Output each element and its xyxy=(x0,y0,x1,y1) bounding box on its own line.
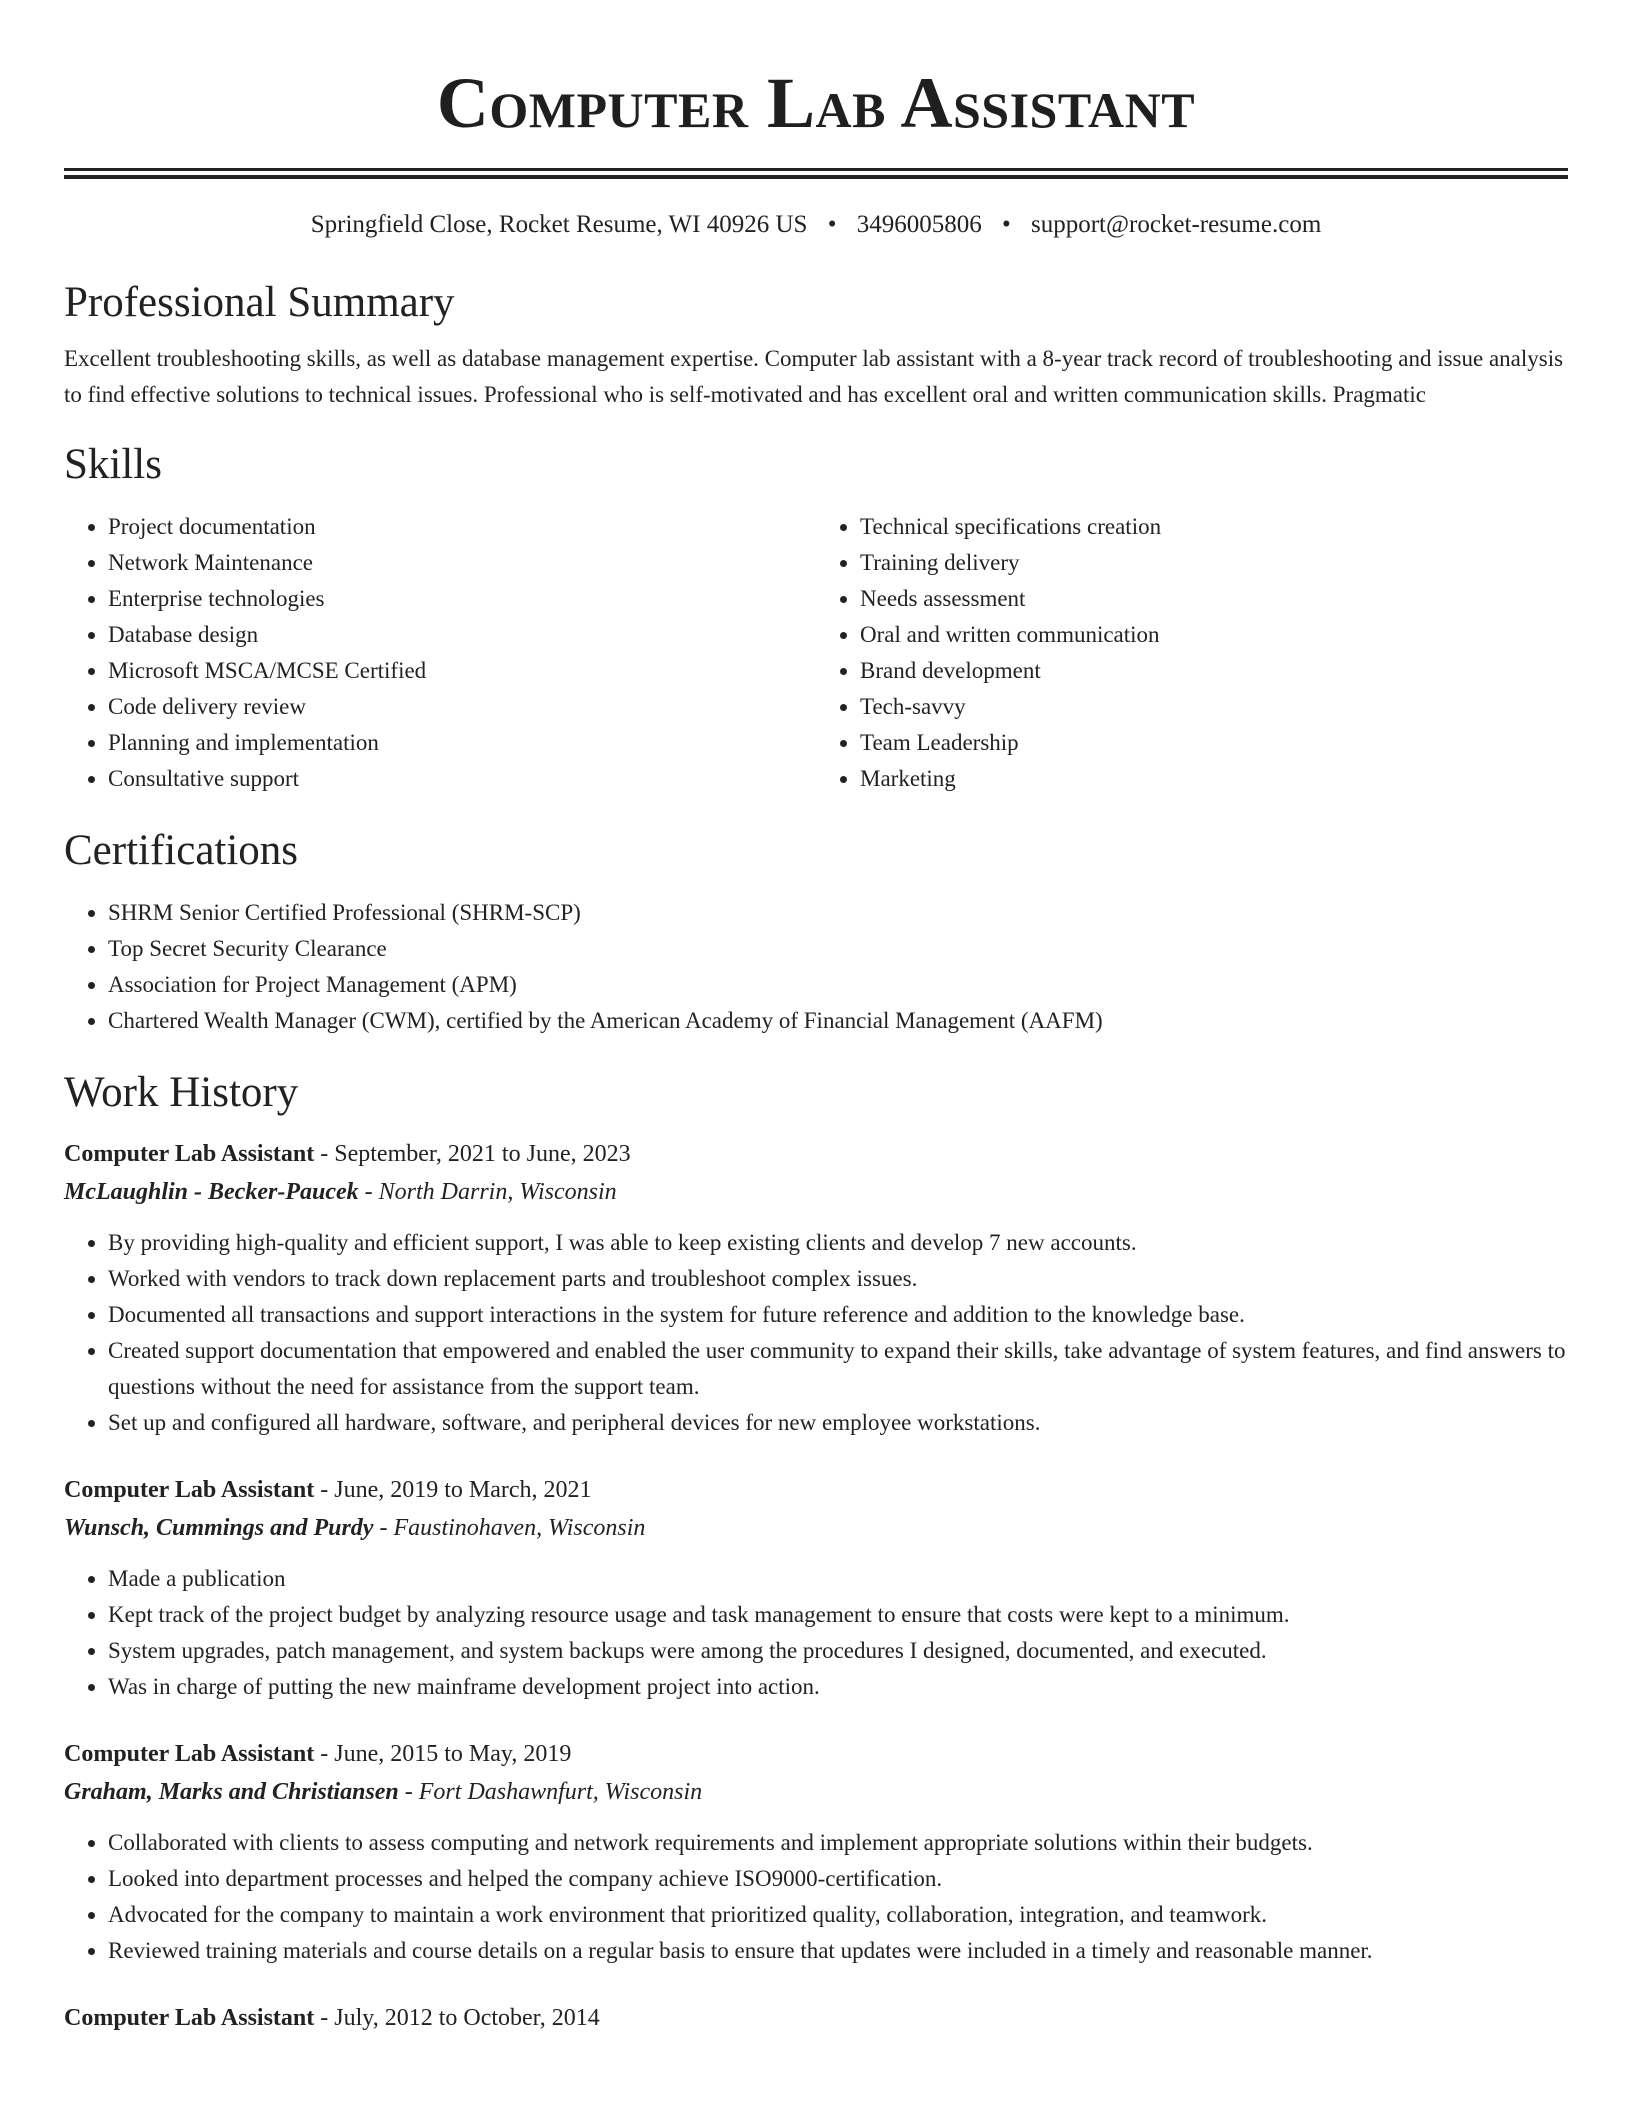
skill-item: • Database design xyxy=(108,617,816,653)
job-location: - Faustinohaven, Wisconsin xyxy=(373,1515,646,1541)
job-bullets xyxy=(64,1825,1568,1969)
job-bullet: • Collaborated with clients to assess computing and network requirements and implement appropriate solutions within their budgets. xyxy=(108,1825,1568,1861)
certification-item: • SHRM Senior Certified Professional (SHRM-SCP) xyxy=(108,895,1568,931)
summary-heading: Professional Summary xyxy=(64,279,455,326)
skill-item: • Needs assessment xyxy=(860,581,1568,617)
skill-item: • Consultative support xyxy=(108,761,816,797)
skill-item: • Project documentation xyxy=(108,509,816,545)
skill-item: • Training delivery xyxy=(860,545,1568,581)
contact-line xyxy=(64,209,1568,241)
resume-title: Computer Lab Assistant xyxy=(436,63,1196,143)
job-title: Computer Lab Assistant xyxy=(64,1477,315,1503)
job-bullet: • System upgrades, patch management, and system backups were among the procedures I designed, documented, and executed. xyxy=(108,1633,1568,1669)
job-bullet: • Created support documentation that empowered and enabled the user community to expand their skills, take advantage of system features, and find answers to questions without the need for assistance from the support team. xyxy=(108,1333,1568,1405)
skills-right-list xyxy=(816,509,1568,797)
certification-item: • Chartered Wealth Manager (CWM), certified by the American Academy of Financial Management (AAFM) xyxy=(108,1003,1568,1039)
skills-columns xyxy=(64,509,1568,797)
summary-text: Excellent troubleshooting skills, as well as database management expertise. Computer lab assistant with a 8-year track record of troubleshooting and issue analysis to find effective solutions to technical issues. Professional who is self-motivated and has excellent oral and written communication skills. Pragmatic xyxy=(64,346,1564,407)
job-bullet: • Made a publication xyxy=(108,1561,1568,1597)
job-bullet: • Reviewed training materials and course details on a regular basis to ensure that updates were included in a timely and reasonable manner. xyxy=(108,1933,1568,1969)
work-history-heading: Work History xyxy=(64,1069,299,1116)
job-entry xyxy=(64,1999,1568,2037)
skill-item: • Brand development xyxy=(860,653,1568,689)
job-entry xyxy=(64,1471,1568,1705)
job-title: Computer Lab Assistant xyxy=(64,1741,315,1767)
skill-item: • Team Leadership xyxy=(860,725,1568,761)
job-title-line xyxy=(64,1471,1568,1509)
skill-item: • Planning and implementation xyxy=(108,725,816,761)
contact-email: support@rocket-resume.com xyxy=(1030,211,1322,238)
job-company-line xyxy=(64,1509,1568,1547)
job-location: - Fort Dashawnfurt, Wisconsin xyxy=(398,1779,703,1805)
skills-left-list xyxy=(64,509,816,797)
resume-page xyxy=(64,0,1568,2037)
skill-item: • Oral and written communication xyxy=(860,617,1568,653)
contact-separator: • xyxy=(827,211,837,238)
job-bullet: • Worked with vendors to track down replacement parts and troubleshoot complex issues. xyxy=(108,1261,1568,1297)
job-company-line xyxy=(64,1773,1568,1811)
contact-address: Springfield Close, Rocket Resume, WI 40926 US xyxy=(310,211,808,238)
job-dates: - July, 2012 to October, 2014 xyxy=(314,2005,600,2031)
job-bullet: • By providing high-quality and efficient support, I was able to keep existing clients and develop 7 new accounts. xyxy=(108,1225,1568,1261)
job-bullet: • Kept track of the project budget by analyzing resource usage and task management to ensure that costs were kept to a minimum. xyxy=(108,1597,1568,1633)
job-entry xyxy=(64,1135,1568,1441)
contact-separator: • xyxy=(1001,211,1011,238)
skill-item: • Technical specifications creation xyxy=(860,509,1568,545)
skill-item: • Network Maintenance xyxy=(108,545,816,581)
job-bullet: • Set up and configured all hardware, software, and peripheral devices for new employee workstations. xyxy=(108,1405,1568,1441)
skill-item: • Enterprise technologies xyxy=(108,581,816,617)
job-company: McLaughlin - Becker-Paucek xyxy=(64,1179,359,1205)
skill-item: • Microsoft MSCA/MCSE Certified xyxy=(108,653,816,689)
job-title: Computer Lab Assistant xyxy=(64,2005,315,2031)
job-title-line xyxy=(64,1999,1568,2037)
job-title-line xyxy=(64,1135,1568,1173)
contact-phone: 3496005806 xyxy=(856,211,982,238)
job-location: - North Darrin, Wisconsin xyxy=(358,1179,617,1205)
job-entry xyxy=(64,1735,1568,1969)
job-bullet: • Was in charge of putting the new mainframe development project into action. xyxy=(108,1669,1568,1705)
title-divider xyxy=(64,168,1568,179)
job-company-line xyxy=(64,1173,1568,1211)
job-title-line xyxy=(64,1735,1568,1773)
skill-item: • Code delivery review xyxy=(108,689,816,725)
job-company: Graham, Marks and Christiansen xyxy=(64,1779,399,1805)
skill-item: • Tech-savvy xyxy=(860,689,1568,725)
job-title: Computer Lab Assistant xyxy=(64,1141,315,1167)
certifications-heading: Certifications xyxy=(64,827,299,874)
certification-item: • Top Secret Security Clearance xyxy=(108,931,1568,967)
job-dates: - June, 2019 to March, 2021 xyxy=(314,1477,592,1503)
certification-item: • Association for Project Management (APM) xyxy=(108,967,1568,1003)
job-dates: - September, 2021 to June, 2023 xyxy=(314,1141,631,1167)
job-bullets xyxy=(64,1225,1568,1441)
certifications-list xyxy=(64,895,1568,1039)
job-bullets xyxy=(64,1561,1568,1705)
job-company: Wunsch, Cummings and Purdy xyxy=(64,1515,374,1541)
job-bullet: • Documented all transactions and support interactions in the system for future reference and addition to the knowledge base. xyxy=(108,1297,1568,1333)
job-bullet: • Advocated for the company to maintain a work environment that prioritized quality, collaboration, integration, and teamwork. xyxy=(108,1897,1568,1933)
skills-heading: Skills xyxy=(64,441,162,488)
job-dates: - June, 2015 to May, 2019 xyxy=(314,1741,572,1767)
skill-item: • Marketing xyxy=(860,761,1568,797)
job-bullet: • Looked into department processes and helped the company achieve ISO9000-certification. xyxy=(108,1861,1568,1897)
